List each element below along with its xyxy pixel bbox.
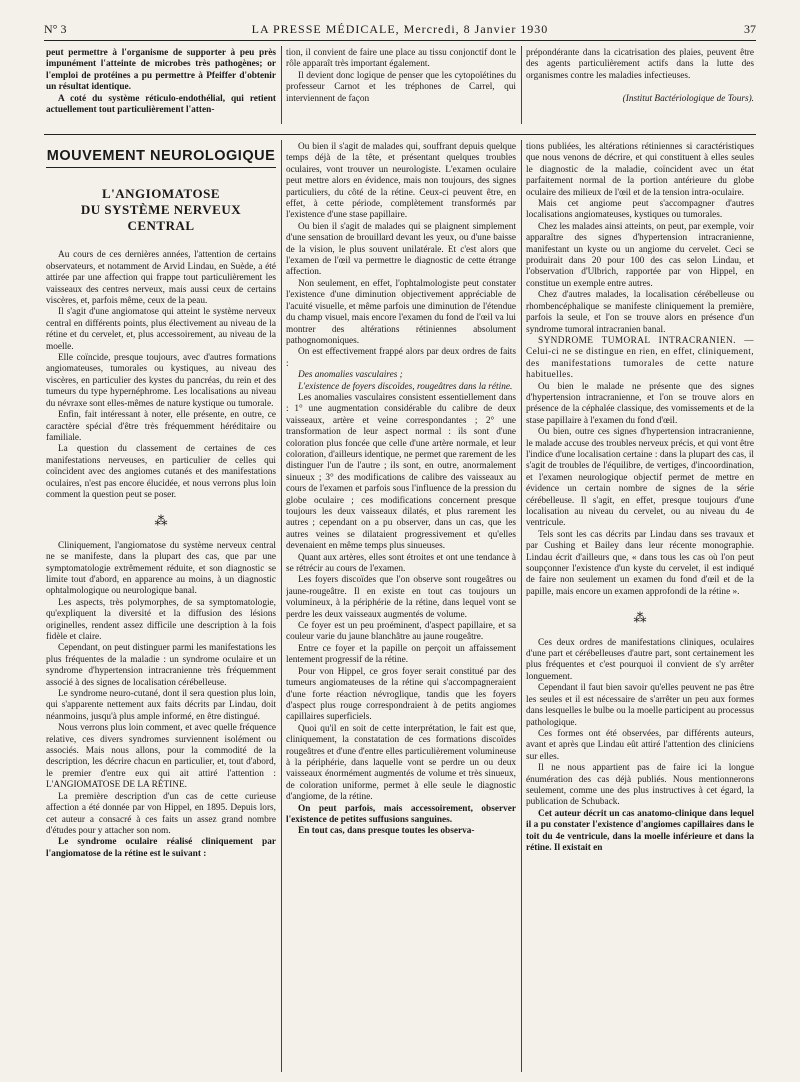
paragraph: Il devient donc logique de penser que les cytopoïétines du professeur Carnot et les tréphones de Carrel, qui interviennent de façon [286,70,516,104]
paragraph: La première description d'un cas de cette curieuse affection a été donnée par von Hippel, en 1895. Depuis lors, cet auteur a consacré à ces faits un assez grand nombre d'études pour y attacher son nom. [46,791,276,836]
paragraph: Elle coïncide, presque toujours, avec d'autres formations angiomateuses, tumorales ou kystiques, au niveau des viscères, en particulier des kystes du pancréas, du rein et des tumeurs du type hypernéphrome. Les localisations au niveau du névraxe sont elles-mêmes de nature kystique ou tumorale. [46,353,276,409]
page-number-left: N° 3 [44,22,67,36]
paragraph: Mais cet angiome peut s'accompagner d'autres localisations angiomateuses, kystiques ou tumorales. [526,199,754,221]
paragraph: Le syndrome oculaire réalisé cliniquement par l'angiomatose de la rétine est le suivant : [46,837,276,859]
paragraph: A coté du système réticulo-endothélial, qui retient actuellement tout particulièrement l'atten- [46,93,276,116]
paragraph: Enfin, fait intéressant à noter, elle présente, en outre, ce caractère spécial d'être très fréquemment héréditaire ou familiale. [46,410,276,443]
paragraph: Non seulement, en effet, l'ophtalmologiste peut constater l'existence d'une diminution objectivement appréciable de l'acuité visuelle, et même parfois une diminution de l'étendue du champ visuel, mais encore l'examen du fond de l'œil va lui montrer des altérations rétiniennes absolument pathognomoniques. [286,278,516,346]
paragraph: Quant aux artères, elles sont étroites et ont une tendance à se rétrécir au cours de l'examen. [286,552,516,575]
article-column-1 [46,140,276,1070]
paragraph: Les aspects, très polymorphes, de sa symptomatologie, qu'expliquent la diversité et la diffusion des lésions originelles, rendent assez difficile une description à la fois fidèle et claire. [46,597,276,642]
running-header [44,22,756,38]
institution-signature: (Institut Bactériologique de Tours). [622,94,754,105]
paragraph: tion, il convient de faire une place au tissu conjonctif dont le rôle apparaît très important également. [286,48,516,70]
paragraph: Chez les malades ainsi atteints, on peut, par exemple, voir apparaître des signes d'hypertension intracranienne, manifestant un kyste ou un angiome du cervelet. Ceci se produirait dans 20 pour 100 des cas selon Lindau, et l'observation d'Ulbrich, rapportée par von Hippel, en constitue un exemple entre autres. [526,221,754,289]
paragraph: Cependant, on peut distinguer parmi les manifestations les plus fréquentes de la maladie : un syndrome oculaire et un syndrome d'hypertension intracranienne très fréquemment associé à des signes de localisation cérébelleuse. [46,643,276,688]
paragraph: SYNDROME TUMORAL INTRACRANIEN. — Celui-ci ne se distingue en rien, en effet, cliniquement, des manifestations tumorales de cette nature habituelles. [526,335,754,381]
paragraph: peut permettre à l'organisme de supporter à peu près impunément l'atteinte de microbes très pathogènes; or l'emploi de protéines a pu permettre à Pfeiffer d'obtenir un résultat identique. [46,48,276,93]
asterism: ⁂ [633,610,647,626]
paragraph: Des anomalies vasculaires ; [298,370,403,381]
section-rule [44,134,756,135]
asterism: ⁂ [154,513,168,529]
paragraph: Nous verrons plus loin comment, et avec quelle fréquence relative, ces divers syndromes surviennent isolément ou associés. Mais nous allons, pour la commodité de la description, les décrire chacun en particulier, et, tout d'abord, le premier d'entre eux qui ait attiré l'attention : L'ANGIOMATOSE DE LA RÉTINE. [46,723,276,791]
masthead: LA PRESSE MÉDICALE, Mercredi, 8 Janvier 1930 [251,22,549,36]
column-divider [281,140,282,1072]
section-heading: MOUVEMENT NEUROLOGIQUE [46,146,276,168]
paragraph: Ces deux ordres de manifestations cliniques, oculaires d'une part et cérébelleuses d'autre part, sont certainement les plus fréquentes et c'est pourquoi il convient de s'y arrêter longuement. [526,637,754,682]
paragraph: On est effectivement frappé alors par deux ordres de faits : [286,347,516,369]
paragraph: prépondérante dans la cicatrisation des plaies, peuvent être des agents particulièrement actifs dans la lutte des organismes contre les maladies infectieuses. [526,48,754,81]
header-rule [44,40,756,41]
paragraph: La question du classement de certaines de ces manifestations nerveuses, en particulier de celles qui coïncident avec des angiomes cutanés et des manifestations oculaires, n'est pas encore élucidée, et nous verrons plus loin comment la question peut se poser. [46,444,276,500]
paragraph: Les anomalies vasculaires consistent essentiellement dans : 1° une augmentation considérable du calibre de deux vaisseaux, artère et veine correspondantes ; 2° une transformation de leur aspect normal : ils sont d'une coloration plus foncée que celle d'une artère normale, et leur coloration, d'ailleurs identique, ne permet que rarement de les distinguer l'un de l'autre ; ils sont, en outre, anormalement sinueux ; 3° des modifications de calibre des vaisseaux au cours de l'examen et parfois sous l'influence de la pression du globe oculaire ; ces modifications concernent presque toujours les deux vaisseaux dilatés, et plus rarement les autres ; cependant on a pu observer, dans un cas, que les autres veines se dilataient progressivement et qu'elles devenaient en même temps plus sinueuses. [286,392,516,552]
paragraph: Quoi qu'il en soit de cette interprétation, le fait est que, cliniquement, la constatation de ces formations discoïdes rougeâtres et d'une d'entre elles particulièrement volumineuse à la périphérie, dans laquelle vont se perdre un ou deux vaisseaux énormément augmentés de volume et très sinueux, de coloration uniforme, permet à elle seule le diagnostic d'angiome, de la rétine. [286,723,516,803]
paragraph: Cependant il faut bien savoir qu'elles peuvent ne pas être les seules et il est nécessaire de s'arrêter un peu aux formes dans lesquelles le bulbe ou la moelle participent au processus pathologique. [526,683,754,728]
top-column-1 [46,48,276,118]
paragraph: Les foyers discoïdes que l'on observe sont rougeâtres ou jaune-rougeâtre. Il en existe en tout cas toujours un volumineux, à la périphérie de la rétine, dans lequel vont se perdre les deux vaisseaux augmentés de volume. [286,575,516,620]
paragraph: Chez d'autres malades, la localisation cérébelleuse ou rhombencéphalique se manifeste cliniquement la première, parfois la seule, et l'on se trouve alors en présence d'un syndrome tumoral intracranien banal. [526,290,754,335]
paragraph: Cet auteur décrit un cas anatomo-clinique dans lequel il a pu constater l'existence d'angiomes capillaires dans le toit du 4e ventricule, dans la moelle inférieure et dans la rétine. Il existait en [526,808,754,853]
column-divider [281,46,282,124]
article-column-2 [286,142,516,1070]
article-title [46,186,276,234]
paragraph: Ce foyer est un peu proéminent, d'aspect papillaire, et sa couleur varie du jaune blanchâtre au jaune rougeâtre. [286,621,516,643]
paragraph: Entre ce foyer et la papille on perçoit un affaissement lentement progressif de la rétine. [286,643,516,666]
article-title-line: DU SYSTÈME NERVEUX CENTRAL [80,202,242,234]
column-divider [521,140,522,1072]
article-column-3 [526,142,754,1070]
paragraph: Tels sont les cas décrits par Lindau dans ses travaux et par Cushing et Bailey dans leur récente monographie. Lindau écrit d'ailleurs que, « dans tous les cas où l'on peut soupçonner l'existence d'un kyste du cervelet, il est indiqué de faire non seulement un examen du fond d'œil et de la papille, mais encore un examen approfondi de la rétine ». [526,529,754,597]
paragraph: Il s'agit d'une angiomatose qui atteint le système nerveux central en différents points, plus électivement au niveau de la rétine et du cervelet, et, plus accessoirement, au niveau de la moelle. [46,307,276,352]
paragraph: L'existence de foyers discoïdes, rougeâtres dans la rétine. [298,381,513,392]
column-divider [521,46,522,124]
paragraph: En tout cas, dans presque toutes les observa- [298,826,475,837]
paragraph: tions publiées, les altérations rétiniennes si caractéristiques que nous venons de décrire, et qui constituent à elles seules le diagnostic de la maladie, coïncident avec un état parfaitement normal de la portion antérieure du globe oculaire des milieux de l'œil et de la tension intra-oculaire. [526,142,754,198]
paragraph: Ou bien, outre ces signes d'hypertension intracranienne, le malade accuse des troubles nerveux précis, et qui vont être l'indice d'une localisation certaine : dans la plupart des cas, il s'agit de troubles de l'équilibre, de vertiges, d'incoordination, et l'examen neurologique objectif permet de mettre en évidence un certain nombre de signes de la série cérébelleuse. Il s'agit, en effet, presque toujours d'une localisation au niveau du cervelet, ou au niveau du 4e ventricule. [526,427,754,529]
paragraph: Au cours de ces dernières années, l'attention de certains observateurs, et notamment de Arvid Lindau, en Suède, a été attirée par une affection qui frappe tout particulièrement les vaisseaux des centres nerveux, mais aussi ceux de certains viscères, et, parfois même, ceux de la peau. [46,250,276,307]
paragraph: Il ne nous appartient pas de faire ici la longue énumération des cas déjà publiés. Nous mentionnerons seulement, comme une des plus instructives à cet égard, la publication de Schuback. [526,763,754,808]
top-column-2 [286,48,516,118]
paragraph: Le syndrome neuro-cutané, dont il sera question plus loin, qui s'apparente nettement aux faits décrits par Lindau, doit néanmoins, jusqu'à plus ample informé, en être distingué. [46,689,276,722]
paragraph: Ou bien il s'agit de malades qui, souffrant depuis quelque temps déjà de la tête, et présentant quelques troubles oculaires, vont trouver un neurologiste. L'examen oculaire peut mettre alors en évidence, mais non toujours, des signes particuliers, du côté de la rétine. Ceux-ci peuvent être, en effet, à cette période, complètement transformés par l'existence d'une stase papillaire. [286,142,516,221]
page-number-right: 37 [744,22,756,36]
paragraph: Cliniquement, l'angiomatose du système nerveux central ne se manifeste, dans la plupart des cas, que par une symptomatologie extrêmement réduite, et son diagnostic se limite tout d'abord, en apparence au moins, à un diagnostic ophtalmologique ou neurologique banal. [46,540,276,597]
paragraph: Ces formes ont été observées, par différents auteurs, avant et après que Lindau eût attiré l'attention des cliniciens sur elles. [526,728,754,762]
paragraph: On peut parfois, mais accessoirement, observer l'existence de petites suffusions sanguines. [286,803,516,825]
top-column-3 [526,48,754,130]
article-title-line: L'ANGIOMATOSE [102,186,220,202]
paragraph: Ou bien le malade ne présente que des signes d'hypertension intracranienne, et l'on se trouve alors en présence de la céphalée classique, des vomissements et de la stase papillaire à l'examen du fond d'œil. [526,381,754,426]
paragraph: Pour von Hippel, ce gros foyer serait constitué par des tumeurs angiomateuses de la rétine qui s'accompagneraient d'une forte réaction névroglique, tandis que les foyers d'aspect plus rouge correspondraient à de petits angiomes capillaires superficiels. [286,666,516,723]
paragraph: Ou bien il s'agit de malades qui se plaignent simplement d'une sensation de brouillard devant les yeux, ou d'une baisse de la vision, le plus souvent unilatérale. Et c'est alors que l'examen de l'œil va permettre le diagnostic de cette étrange affection. [286,221,516,278]
